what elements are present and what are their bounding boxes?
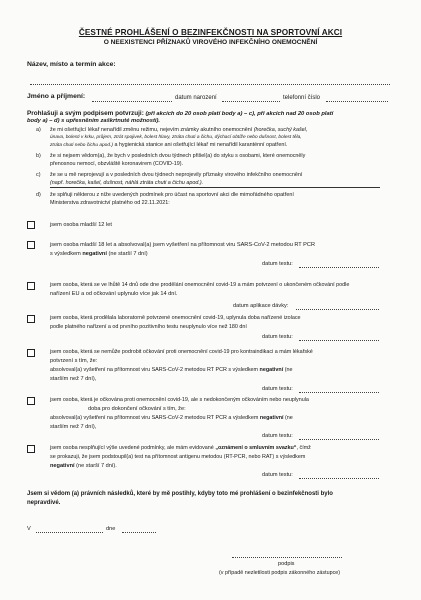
- item-a-label: a): [36, 127, 41, 133]
- option-2-checkbox[interactable]: [27, 241, 35, 249]
- item-b-line-1: že si nejsem vědom(a), že bych v posledních dvou týdnech přišel(a) do styku s osobami, které onemocněly: [50, 153, 306, 159]
- document-subtitle: O NEEXISTENCI PŘÍZNAKŮ VIROVÉHO INFEKČNÍHO ONEMOCNĚNÍ: [103, 39, 318, 46]
- document-title: ČESTNÉ PROHLÁŠENÍ O BEZINFEKČNOSTI NA SPORTOVNÍ AKCI: [78, 28, 343, 37]
- option-2-text-a: s výsledkem: [50, 251, 81, 257]
- option-7-checkbox[interactable]: [27, 445, 35, 453]
- option-5-line-4: starším než 7 dní),: [50, 376, 97, 382]
- item-c-line-1: že se u mě neprojevují a v posledních dvou týdnech neprojevily příznaky virového infekčního onemocnění: [50, 172, 303, 178]
- option-5-checkbox[interactable]: [27, 349, 35, 357]
- name-field-line[interactable]: [92, 101, 172, 102]
- item-a-italic-1: (horečka, suchý kašel,: [253, 127, 308, 133]
- option-6-line-1: jsem osoba, která je očkována proti onemocnění covid-19, ale s nedokončeným očkováním nebo neuplynula: [50, 397, 309, 403]
- date-label: dne: [106, 526, 116, 532]
- option-7-notice: „oznámení o smluvním svazku“: [215, 445, 297, 451]
- option-5-line-1: jsem osoba, která se nemůže podrobit očkování proti onemocnění covid-19 pro kontraindikaci a mám lékařské: [50, 349, 313, 355]
- option-2-line-2: [50, 251, 148, 258]
- option-4-line-2: podle platného nařízení a od prvního pozitivního testu neuplynulo více než 180 dní: [50, 324, 247, 330]
- option-4-date-field[interactable]: [299, 340, 379, 341]
- closing-line-1: Jsem si vědom (a) právních následků, které by mě postihly, kdyby toto mé prohlášení o bezinfekčnosti bylo: [27, 491, 333, 497]
- option-2-date-field[interactable]: [299, 267, 379, 268]
- item-b-label: b): [36, 153, 41, 159]
- option-7-line-1: [50, 445, 311, 452]
- option-6-checkbox[interactable]: [27, 397, 35, 405]
- item-c-underline: [50, 187, 380, 188]
- closing-line-2: nepravdivé.: [27, 500, 61, 506]
- option-7-text-b: (ne starší 7 dní).: [76, 463, 117, 469]
- date-field[interactable]: [122, 532, 156, 533]
- option-6-date-field[interactable]: [299, 439, 379, 440]
- option-6-text-c: (ne: [285, 415, 293, 421]
- option-5-text-a: absolvoval(a) vyšetření na přítomnost viru SARS-CoV-2 metodou RT PCR s výsledkem: [50, 367, 259, 373]
- option-7-line-2: se prokazuji, že jsem podstoupil(a) test na přítomnost antigenu metodou (RT-PCR, nebo RAT) s výsledkem: [50, 454, 306, 460]
- option-1-text: jsem osoba mladší 12 let: [50, 222, 112, 228]
- option-7-text-a: jsem osoba nesplňující výše uvedené podmínky, ale mám evidované: [50, 445, 214, 451]
- option-7-date-field[interactable]: [299, 478, 379, 479]
- option-6-text-a: absolvoval(a) vyšetření na přítomnost viru SARS-CoV-2 metodou RT PCR a výsledkem: [50, 415, 259, 421]
- option-5-text-c: (ne: [284, 367, 293, 373]
- option-4-line-1: jsem osoba, která prodělala laboratorně potvrzené onemocnění covid-19, uplynula doba nařízené izolace: [50, 315, 301, 321]
- option-6-line-4: starším než 7 dní),: [50, 424, 97, 430]
- option-2-date-label: datum testu:: [262, 261, 293, 267]
- name-label: Jméno a příjmení:: [27, 93, 86, 100]
- option-5-line-2: potvrzení s tím, že:: [50, 358, 98, 364]
- signature-note: (v případě nezletilosti podpis zákonného zástupce): [219, 570, 341, 576]
- item-d-line-1: že splňuji některou z níže uvedených podmínek pro účast na sportovní akci dle mimořádného opatření: [50, 192, 294, 198]
- option-3-line-1: jsem osoba, která se ve lhůtě 14 dnů ode dne prodělání onemocnění covid-19 a mám potvrzení o ukončeném očkování podle: [50, 282, 350, 288]
- option-6-negative: negativní: [259, 415, 284, 421]
- dob-field-line[interactable]: [222, 101, 280, 102]
- option-3-line-2: nařízení EU a od očkování uplynulo více jak 14 dní.: [50, 291, 178, 297]
- option-3-date-field[interactable]: [296, 309, 379, 310]
- option-4-date-label: datum testu:: [262, 334, 293, 340]
- item-a-text-3: a hygienická stanice ani ošetřující lékař mi nenařídil karanténní opatření.: [114, 141, 288, 148]
- place-label: V: [27, 526, 31, 532]
- signature-label: podpis: [278, 561, 295, 567]
- item-a-text-1: že mi ošetřující lékař nenařídil změnu režimu, nejevím známky akutního onemocnění: [50, 127, 253, 133]
- option-7-text-c: , čímž: [296, 445, 311, 451]
- option-7-line-3: [50, 463, 117, 470]
- declaration-intro-italic-1: (při akcích do 20 osob platí body a) – c), při akcích nad 20 osob platí: [145, 111, 334, 117]
- item-b-line-2: přenosnou nemocí, obzvláště koronavirem (COVID-19).: [50, 161, 184, 167]
- item-a-italic-3: ztráta chuti nebo čichu apod.): [50, 142, 113, 148]
- option-6-line-2: doba pro dokončení očkování s tím, že:: [88, 406, 186, 412]
- option-7-date-label: datum testu:: [262, 472, 293, 478]
- option-4-checkbox[interactable]: [27, 315, 35, 323]
- item-c-label: c): [36, 172, 41, 178]
- option-2-line-1: jsem osoba mladší 18 let a absolvoval(a) jsem vyšetření na přítomnost viru SARS-CoV-2 metodou RT PCR: [50, 242, 315, 248]
- phone-field-line[interactable]: [326, 101, 388, 102]
- phone-label: telefonní číslo: [283, 95, 321, 101]
- item-a-line-1: [50, 127, 307, 134]
- option-6-line-3: [50, 415, 293, 422]
- declaration-intro: [27, 110, 333, 118]
- option-5-date-field[interactable]: [299, 392, 379, 393]
- item-d-label: d): [36, 192, 41, 198]
- signature-field[interactable]: [232, 557, 342, 558]
- option-7-negative: negativní: [50, 463, 75, 469]
- option-5-line-3: [50, 367, 293, 374]
- option-2-negative: negativní: [82, 251, 107, 257]
- option-6-date-label: datum testu:: [262, 433, 293, 439]
- option-2-text-c: (ne starší 7 dní): [108, 251, 148, 257]
- declaration-intro-italic-2: body a) – d) s upřesněním zaškrtnuté možnosti).: [27, 118, 161, 124]
- item-d-line-2: Ministerstva zdravotnictví platného od 22.11.2021:: [50, 200, 170, 206]
- item-c-line-2: (např. horečka, kašel, dušnost, náhlá ztráta chuti a čichu apod.).: [50, 180, 204, 186]
- event-field-line[interactable]: [30, 84, 390, 85]
- option-3-date-label: datum aplikace dávky:: [233, 303, 289, 309]
- option-3-checkbox[interactable]: [27, 282, 35, 290]
- item-a-line-3: [50, 142, 287, 149]
- declaration-intro-bold: Prohlašuji a svým podpisem potvrzuji:: [27, 110, 144, 117]
- event-label: Název, místo a termín akce:: [27, 61, 116, 68]
- option-5-negative: negativní: [259, 367, 284, 373]
- option-5-date-label: datum testu:: [262, 386, 293, 392]
- place-field[interactable]: [36, 532, 103, 533]
- item-a-italic-2: únava, bolesti v krku, průjem, ztrát spojivek, bolest hlavy, ztráta chuti a čichu, dýchací obtíže nebo dušnost, bolest těla,: [50, 134, 302, 140]
- option-1-checkbox[interactable]: [27, 221, 35, 229]
- dob-label: datum narození: [175, 95, 217, 101]
